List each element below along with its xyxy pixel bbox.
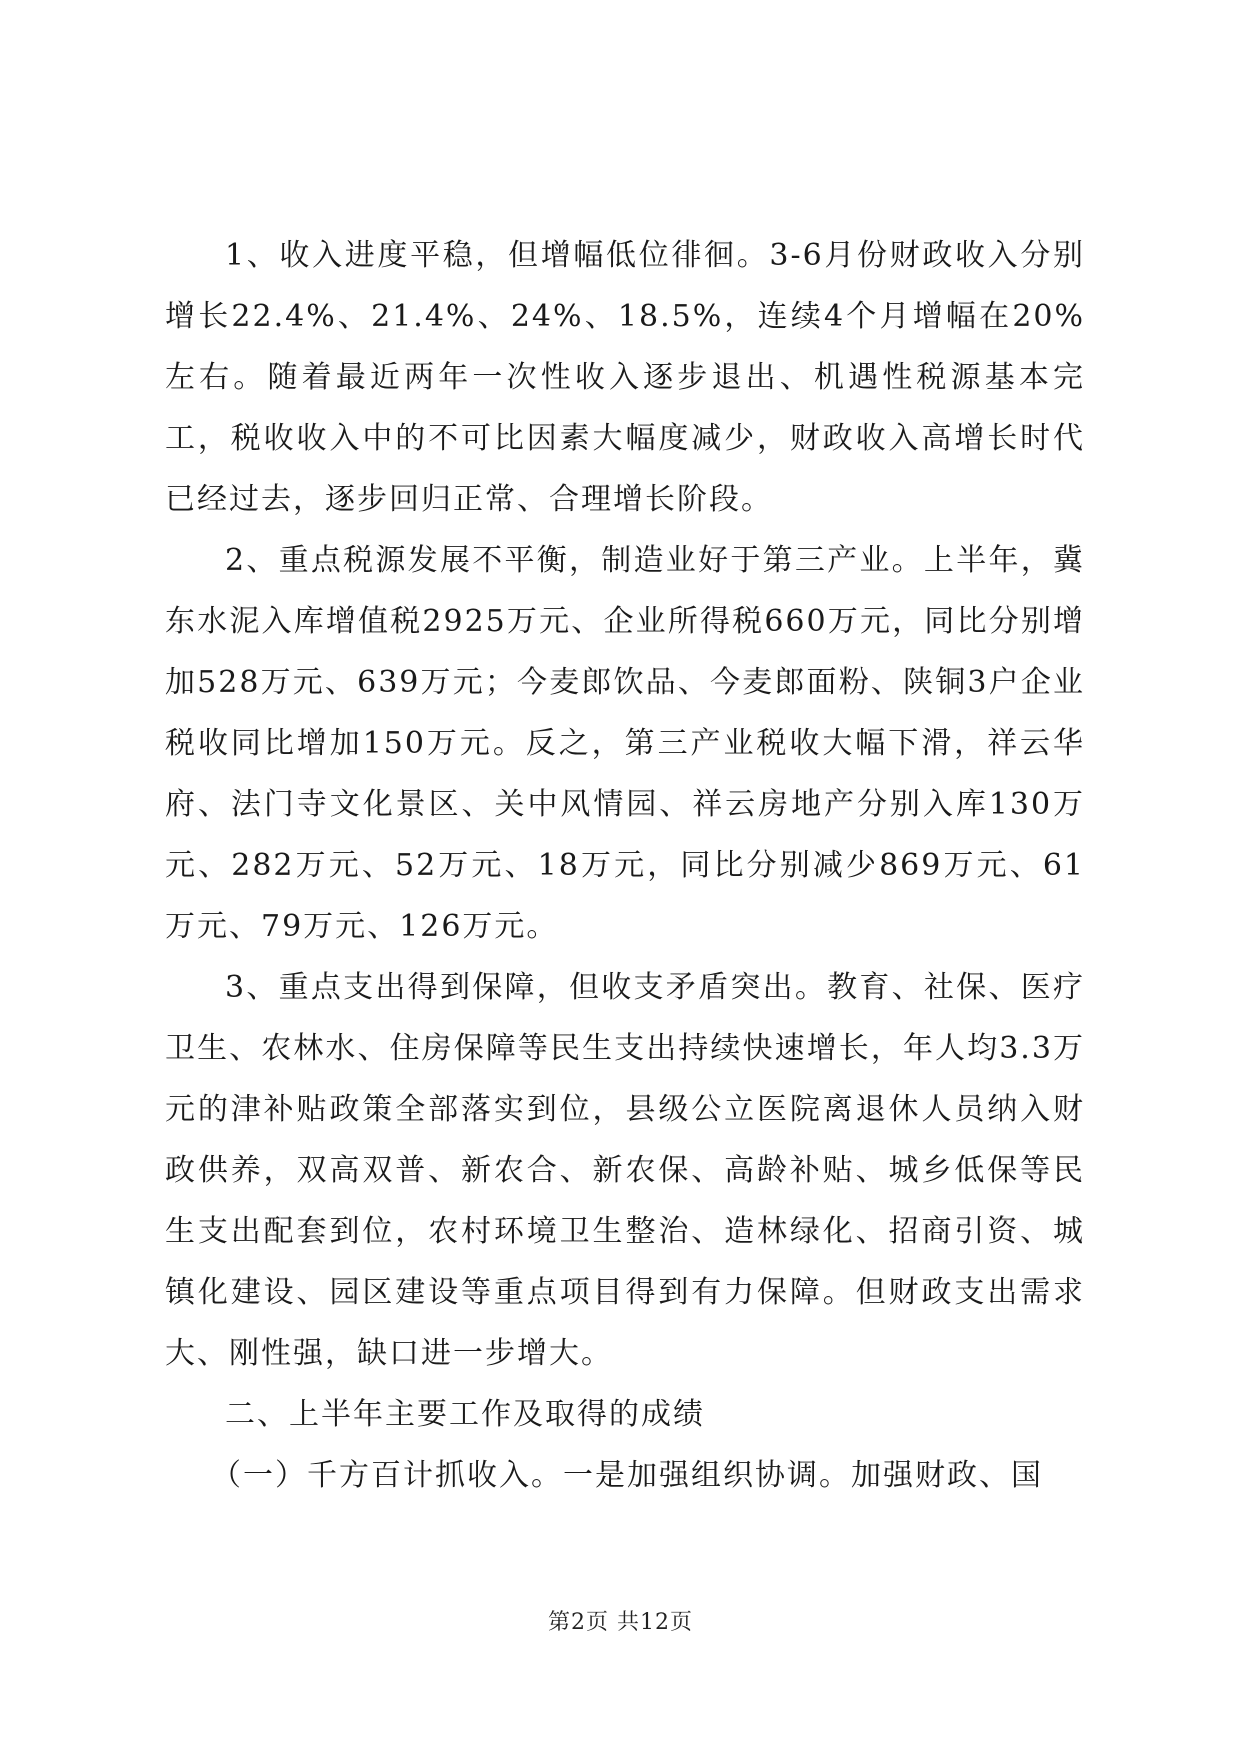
section-heading-main-work: 二、上半年主要工作及取得的成绩 [225, 1397, 705, 1432]
paragraph-revenue-efforts: （一）千方百计抓收入。一是加强组织协调。加强财政、国 [211, 1458, 1043, 1493]
document-body [165, 225, 1085, 1506]
paragraph-key-expenditures: 3、重点支出得到保障，但收支矛盾突出。教育、社保、医疗卫生、农林水、住房保障等民生支出持续快速增长，年人均3.3万元的津补贴政策全部落实到位，县级公立医院离退休人员纳入财政供养，双高双普、新农合、新农保、高龄补贴、城乡低保等民生支出配套到位，农村环境卫生整治、造林绿化、招商引资、城镇化建设、园区建设等重点项目得到有力保障。但财政支出需求大、刚性强，缺口进一步增大。 [165, 970, 1085, 1371]
page-number-footer: 第2页 共12页 [548, 1610, 693, 1635]
paragraph-key-tax-sources: 2、重点税源发展不平衡，制造业好于第三产业。上半年，冀东水泥入库增值税2925万元、企业所得税660万元，同比分别增加528万元、639万元；今麦郎饮品、今麦郎面粉、陕铜3户企业税收同比增加150万元。反之，第三产业税收大幅下滑，祥云华府、法门寺文化景区、关中风情园、祥云房地产分别入库130万元、282万元、52万元、18万元，同比分别减少869万元、61万元、79万元、126万元。 [165, 543, 1085, 944]
paragraph-revenue-progress: 1、收入进度平稳，但增幅低位徘徊。3-6月份财政收入分别增长22.4%、21.4%、24%、18.5%，连续4个月增幅在20%左右。随着最近两年一次性收入逐步退出、机遇性税源基本完工，税收收入中的不可比因素大幅度减少，财政收入高增长时代已经过去，逐步回归正常、合理增长阶段。 [165, 238, 1085, 517]
